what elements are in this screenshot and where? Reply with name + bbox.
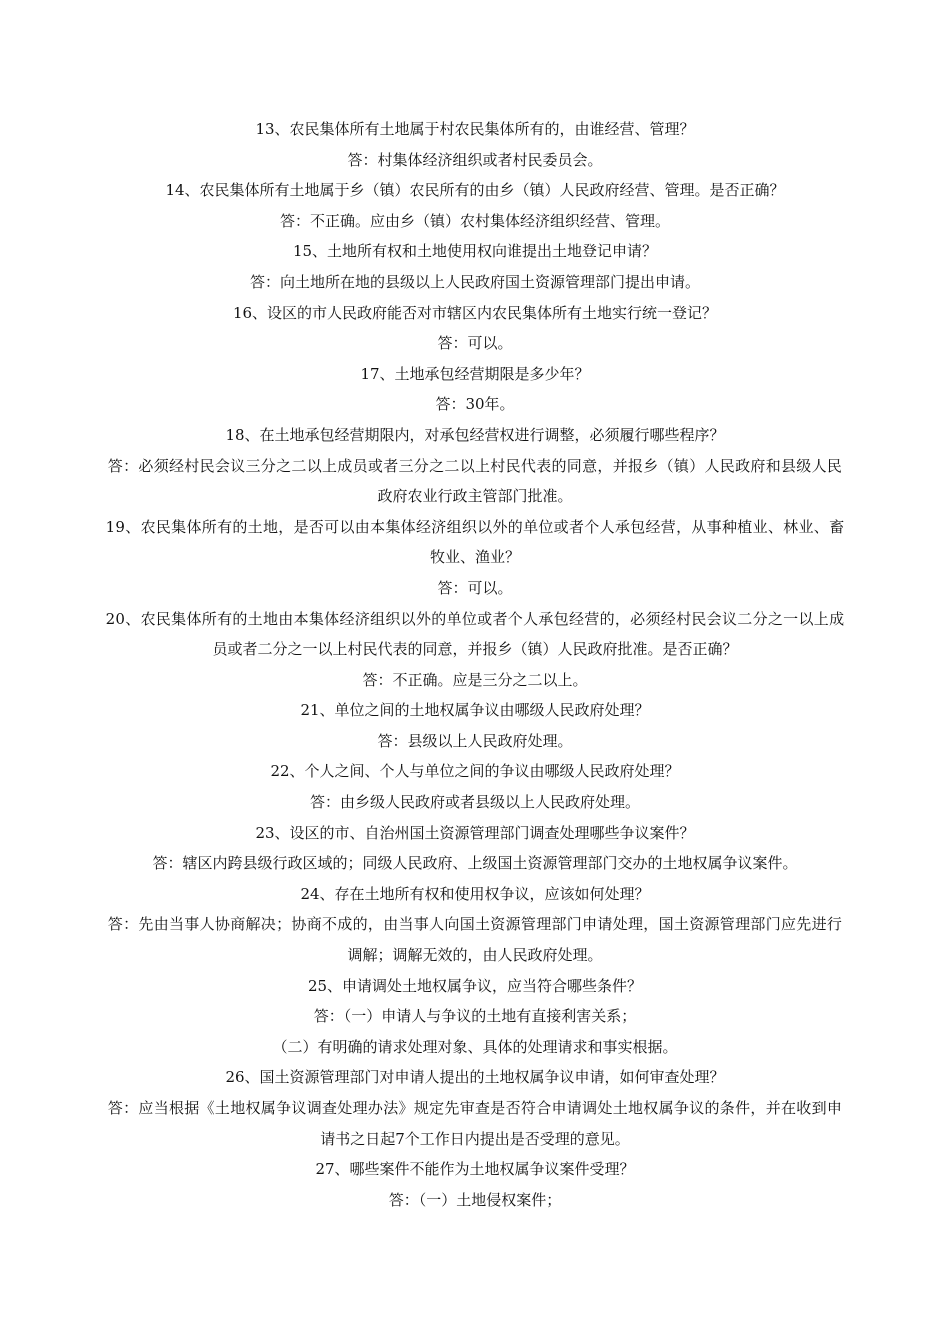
question-19-line-2: 牧业、渔业？ xyxy=(429,548,520,567)
question-20-line-1: 20、农民集体所有的土地由本集体经济组织以外的单位或者个人承包经营的，必须经村民会议二分之一以上成 xyxy=(105,609,845,628)
question-17: 17、土地承包经营期限是多少年？ xyxy=(360,364,590,383)
answer-14: 答：不正确。应由乡（镇）农村集体经济组织经营、管理。 xyxy=(279,211,670,230)
answer-23: 答：辖区内跨县级行政区域的；同级人民政府、上级国土资源管理部门交办的土地权属争议案件。 xyxy=(152,854,798,873)
answer-24-line-2: 调解；调解无效的，由人民政府处理。 xyxy=(347,946,603,965)
answer-18-line-2: 政府农业行政主管部门批准。 xyxy=(377,487,573,506)
answer-21: 答：县级以上人民政府处理。 xyxy=(377,731,573,750)
answer-16: 答：可以。 xyxy=(437,334,513,353)
answer-20: 答：不正确。应是三分之二以上。 xyxy=(362,670,588,689)
answer-19: 答：可以。 xyxy=(437,578,513,597)
answer-25-line-1: 答：（一）申请人与争议的土地有直接利害关系； xyxy=(313,1007,637,1026)
question-24: 24、存在土地所有权和使用权争议，应该如何处理？ xyxy=(300,884,650,903)
question-19-line-1: 19、农民集体所有的土地，是否可以由本集体经济组织以外的单位或者个人承包经营，从事种植业、林业、畜 xyxy=(105,517,845,536)
question-23: 23、设区的市、自治州国土资源管理部门调查处理哪些争议案件？ xyxy=(255,823,695,842)
answer-13: 答：村集体经济组织或者村民委员会。 xyxy=(347,150,603,169)
answer-18-line-1: 答：必须经村民会议三分之二以上成员或者三分之二以上村民代表的同意，并报乡（镇）人民政府和县级人民 xyxy=(107,456,843,475)
question-21: 21、单位之间的土地权属争议由哪级人民政府处理？ xyxy=(300,701,650,720)
question-16: 16、设区的市人民政府能否对市辖区内农民集体所有土地实行统一登记？ xyxy=(232,303,718,322)
question-26: 26、国土资源管理部门对申请人提出的土地权属争议申请，如何审查处理？ xyxy=(225,1068,725,1087)
question-18: 18、在土地承包经营期限内，对承包经营权进行调整，必须履行哪些程序？ xyxy=(225,425,725,444)
answer-26-line-1: 答：应当根据《土地权属争议调查处理办法》规定先审查是否符合申请调处土地权属争议的条件，并在收到申 xyxy=(107,1099,843,1117)
question-13: 13、农民集体所有土地属于村农民集体所有的，由谁经营、管理？ xyxy=(255,120,695,138)
document-page xyxy=(40,114,910,1215)
question-25: 25、申请调处土地权属争议，应当符合哪些条件？ xyxy=(307,976,643,995)
answer-22: 答：由乡级人民政府或者县级以上人民政府处理。 xyxy=(309,793,640,812)
answer-15: 答：向土地所在地的县级以上人民政府国土资源管理部门提出申请。 xyxy=(249,272,700,291)
answer-27-line-1: 答：（一）土地侵权案件； xyxy=(388,1190,562,1209)
question-27: 27、哪些案件不能作为土地权属争议案件受理？ xyxy=(315,1160,635,1179)
answer-26-line-2: 请书之日起7个工作日内提出是否受理的意见。 xyxy=(320,1129,630,1148)
answer-17: 答：30年。 xyxy=(435,395,515,414)
question-22: 22、个人之间、个人与单位之间的争议由哪级人民政府处理？ xyxy=(270,762,680,781)
answer-25-line-2: （二）有明确的请求处理对象、具体的处理请求和事实根据。 xyxy=(272,1037,678,1056)
question-15: 15、土地所有权和土地使用权向谁提出土地登记申请？ xyxy=(292,242,658,261)
question-20-line-2: 员或者二分之一以上村民代表的同意，并报乡（镇）人民政府批准。是否正确？ xyxy=(212,640,738,659)
answer-24-line-1: 答：先由当事人协商解决；协商不成的，由当事人向国土资源管理部门申请处理，国土资源管理部门应先进行 xyxy=(107,915,843,934)
question-14: 14、农民集体所有土地属于乡（镇）农民所有的由乡（镇）人民政府经营、管理。是否正确？ xyxy=(165,181,785,200)
